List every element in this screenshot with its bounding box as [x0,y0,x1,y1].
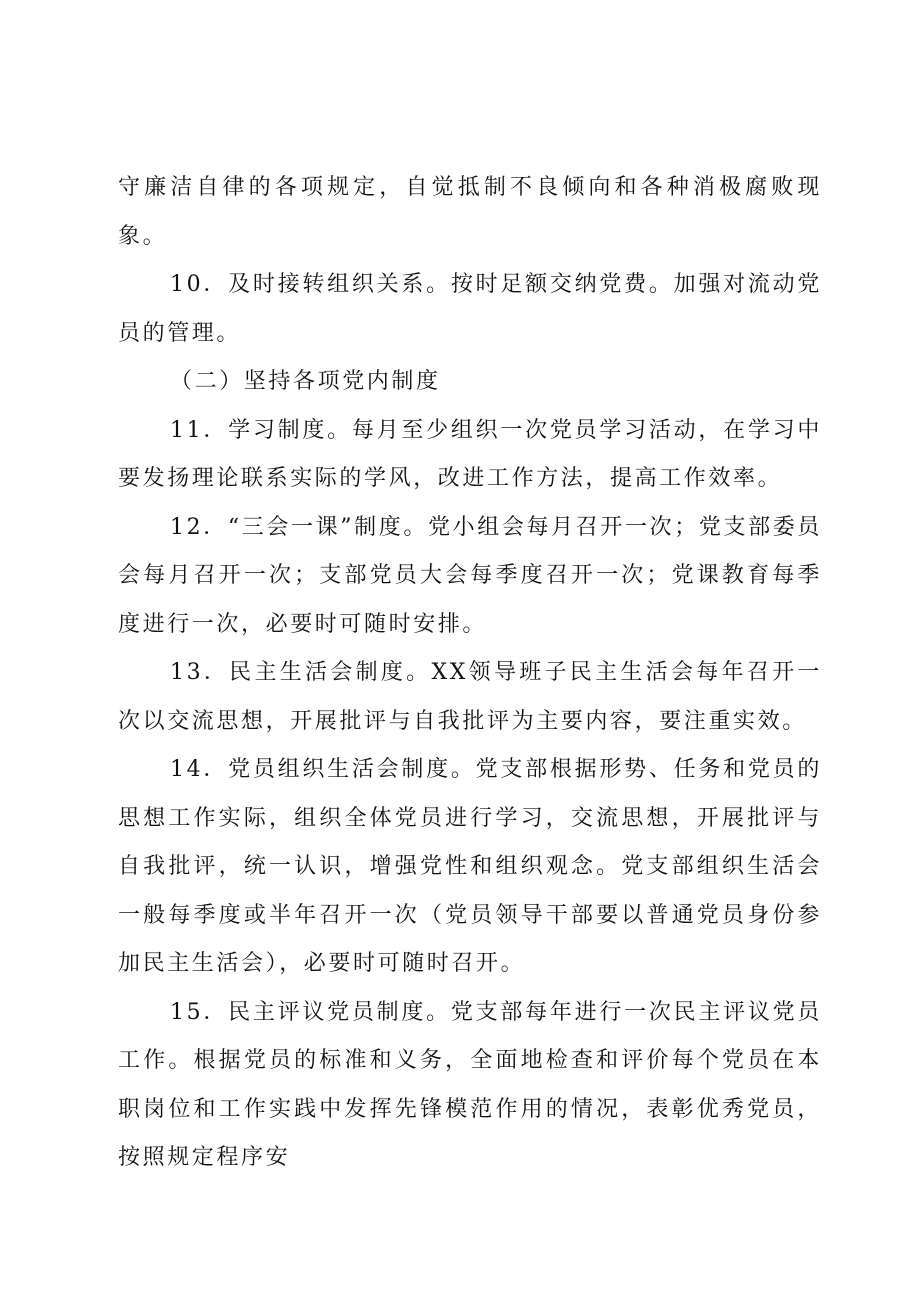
section-heading-2: （二）坚持各项党内制度 [170,369,441,394]
paragraph-item-15: 15．民主评议党员制度。党支部每年进行一次民主评议党员工作。根据党员的标准和义务，全面地检查和评价每个党员在本职岗位和工作实践中发挥先锋模范作用的情况，表彰优秀党员，按照规定程序安 [118,999,822,1170]
paragraph-item-13: 13．民主生活会制度。XX领导班子民主生活会每年召开一次以交流思想，开展批评与自我批评为主要内容，要注重实效。 [118,660,822,734]
paragraph-item-10: 10．及时接转组织关系。按时足额交纳党费。加强对流动党员的管理。 [118,272,822,346]
document-body [118,164,822,1183]
paragraph-item-12: 12．“三会一课”制度。党小组会每月召开一次；党支部委员会每月召开一次；支部党员大会每季度召开一次；党课教育每季度进行一次，必要时可随时安排。 [118,514,822,637]
paragraph-continuation: 守廉洁自律的各项规定，自觉抵制不良倾向和各种消极腐败现象。 [118,175,822,249]
paragraph-item-11: 11．学习制度。每月至少组织一次党员学习活动，在学习中要发扬理论联系实际的学风，改进工作方法，提高工作效率。 [118,417,822,491]
paragraph-item-14: 14．党员组织生活会制度。党支部根据形势、任务和党员的思想工作实际，组织全体党员进行学习，交流思想，开展批评与自我批评，统一认识，增强党性和组织观念。党支部组织生活会一般每季度或半年召开一次（党员领导干部要以普通党员身份参加民主生活会），必要时可随时召开。 [118,757,822,976]
